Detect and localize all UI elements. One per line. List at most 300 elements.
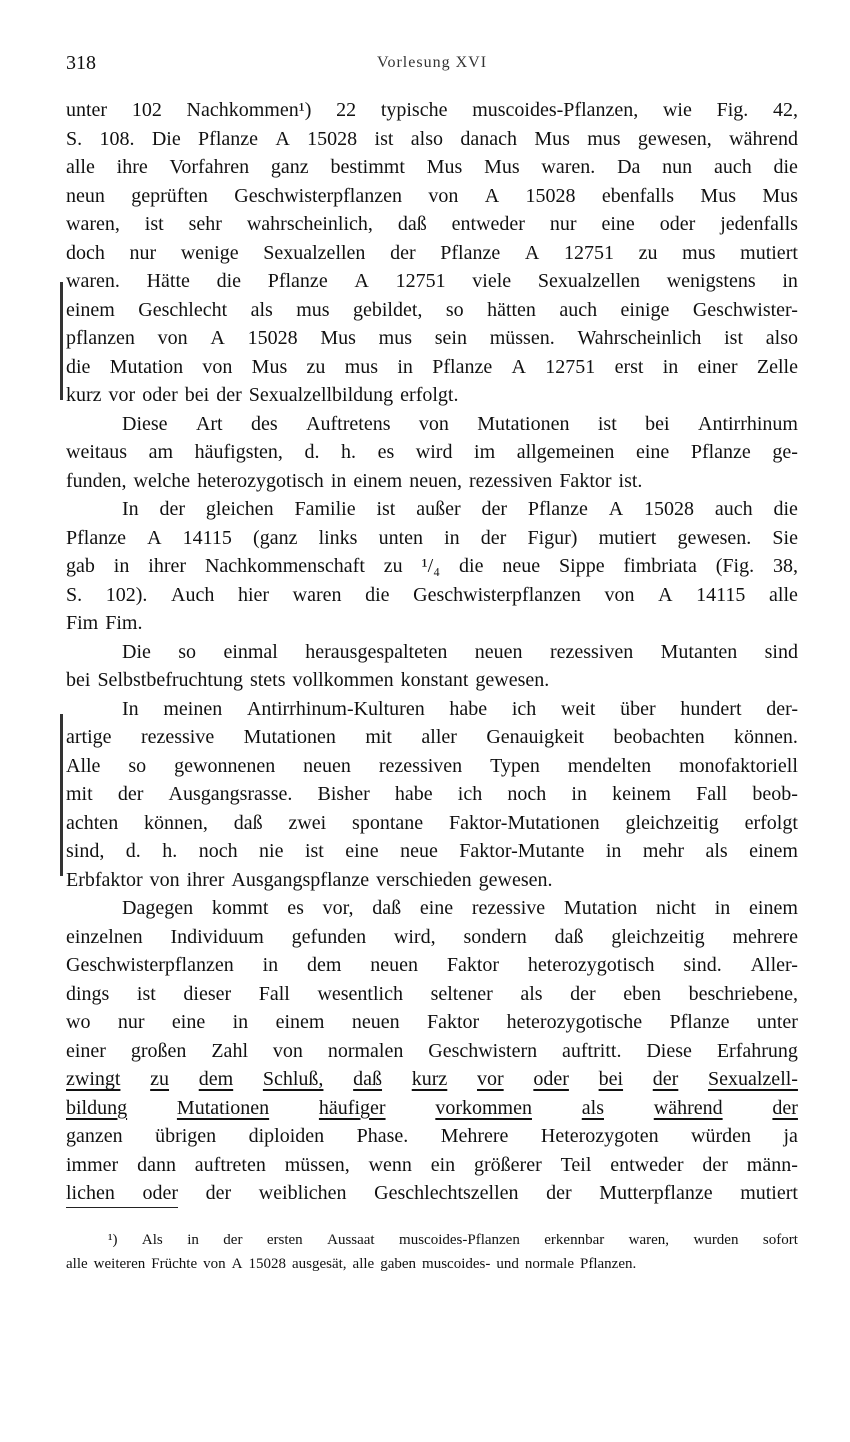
word: Bisher	[317, 783, 370, 805]
word: immer	[66, 1153, 119, 1176]
word: Mus	[762, 184, 798, 207]
word: nicht	[656, 897, 696, 919]
word: dings	[66, 982, 110, 1005]
word: gewesen.	[677, 526, 752, 549]
footnote-line	[66, 1252, 798, 1276]
word: männ-	[746, 1153, 798, 1176]
word: zu	[150, 1068, 170, 1090]
word: Phase.	[356, 1125, 409, 1147]
word: Fim	[66, 612, 99, 634]
word: wird	[415, 441, 453, 463]
word: gefunden	[291, 925, 367, 948]
word: konstant	[400, 669, 469, 691]
word: eben	[623, 982, 662, 1005]
word: habe	[394, 783, 433, 805]
word: Diese	[646, 1039, 692, 1062]
word: neue	[400, 840, 438, 862]
word: in	[232, 1011, 249, 1033]
word: wahrscheinlich,	[246, 213, 373, 235]
word: zu	[383, 555, 403, 577]
word: A	[275, 127, 290, 150]
word: Mutation	[563, 897, 638, 919]
word: waren.	[541, 156, 596, 178]
word: welche	[133, 469, 191, 492]
word: einem	[749, 897, 798, 919]
word: in	[444, 526, 460, 549]
word: der	[390, 241, 416, 264]
word: A	[608, 498, 624, 520]
word: Art	[195, 412, 223, 435]
word: Individuum	[170, 925, 264, 948]
word: die	[365, 583, 390, 606]
word: ihrer	[148, 555, 187, 577]
word: Sexualzellen	[263, 241, 366, 264]
word: Fim.	[105, 612, 143, 634]
word: außer	[416, 498, 461, 520]
word: dieser	[183, 982, 232, 1005]
word: jedenfalls	[720, 213, 798, 235]
word: Dagegen	[122, 897, 194, 919]
word: noch	[507, 783, 547, 805]
word: 12751	[545, 355, 596, 378]
text-line	[66, 923, 798, 952]
word: eine	[171, 1011, 206, 1033]
word: bei	[184, 384, 210, 406]
word: der	[546, 1182, 572, 1204]
word: erst	[614, 355, 644, 378]
word: mit	[365, 726, 392, 748]
word: neun	[66, 184, 105, 207]
word: normale	[524, 1256, 575, 1272]
text-line	[66, 666, 798, 695]
word: ihre	[116, 156, 148, 178]
word: Faktor-Mutante	[459, 840, 585, 862]
word: A	[231, 1256, 243, 1272]
word: Faktor	[426, 1011, 480, 1033]
word: wenigstens	[666, 270, 756, 292]
word: einer	[66, 1039, 106, 1062]
text-line	[66, 866, 798, 895]
word: eine	[345, 840, 379, 862]
word: ist	[376, 498, 396, 520]
word: eine	[601, 213, 635, 235]
word: wenn	[368, 1153, 412, 1176]
word: gleichen	[205, 498, 274, 520]
word: Geschwister-	[692, 298, 798, 321]
word: neuen	[474, 640, 523, 663]
word: Da	[617, 156, 641, 178]
word: ja	[783, 1125, 798, 1147]
word: weitaus	[66, 441, 128, 463]
word: oder	[533, 1068, 569, 1090]
word: neue	[502, 555, 541, 577]
word: Heterozygoten	[540, 1125, 659, 1147]
word: oder	[659, 213, 696, 235]
word: häufigsten,	[194, 441, 283, 463]
word: 102).	[105, 583, 148, 606]
word: zwei	[288, 811, 327, 834]
text-line	[66, 638, 798, 667]
word: und	[496, 1256, 519, 1272]
word: kurz	[411, 1068, 448, 1090]
word: in	[782, 270, 798, 292]
word: ich	[457, 783, 483, 805]
word: Mus	[700, 184, 736, 207]
word: der	[652, 1068, 679, 1090]
word: In	[122, 498, 139, 520]
word: Früchte	[151, 1256, 198, 1272]
word: die	[66, 355, 91, 378]
word: daß	[353, 1068, 383, 1090]
word: die	[216, 270, 242, 292]
text-line	[66, 980, 798, 1009]
word: Sexualzellbildung	[248, 384, 394, 406]
word: kurz	[66, 384, 102, 406]
word: Mus	[484, 156, 520, 178]
word: Pflanze	[669, 1011, 730, 1033]
word: mus	[378, 327, 412, 349]
word: würden	[691, 1125, 752, 1147]
word: Antirrhinum-Kulturen	[246, 697, 425, 720]
word: hundert	[680, 697, 742, 720]
word: Erfahrung	[716, 1039, 798, 1062]
word: hätten	[487, 298, 536, 321]
word: zwingt	[66, 1068, 121, 1090]
word: weiteren	[93, 1256, 146, 1272]
word: dem	[306, 954, 342, 976]
word: 15028	[525, 184, 576, 207]
text-line	[66, 438, 798, 467]
word: der	[570, 982, 596, 1005]
text-line	[66, 1094, 798, 1123]
word: während	[653, 1096, 723, 1119]
text-line	[66, 96, 798, 125]
word: auftreten	[194, 1153, 266, 1176]
word: Sippe	[559, 555, 605, 577]
word: 38,	[772, 555, 798, 577]
word: Geschlechtszellen	[374, 1182, 519, 1204]
word: Figur)	[527, 526, 578, 549]
word: gebildet,	[352, 298, 423, 321]
word: sind	[764, 640, 798, 663]
word: Antirrhinum	[698, 412, 798, 435]
word: typische	[380, 99, 448, 121]
word: entweder	[610, 1153, 684, 1176]
word: Pflanzen.	[580, 1256, 637, 1272]
word: normalen	[327, 1039, 404, 1062]
word: rezessiven	[378, 754, 463, 777]
word: als	[520, 982, 543, 1005]
text-line	[66, 695, 798, 724]
word: Auch	[171, 583, 215, 606]
word: mus	[296, 298, 330, 321]
word: ihrer	[186, 868, 225, 891]
word: Mus	[426, 156, 463, 178]
word: häufiger	[318, 1096, 386, 1119]
word: mehrere	[732, 925, 798, 948]
word: nur	[129, 241, 157, 264]
text-line	[66, 353, 798, 382]
word: mutiert	[740, 1182, 798, 1204]
text-line	[66, 524, 798, 553]
word: viele	[472, 270, 512, 292]
word: A	[658, 583, 673, 606]
word: von	[157, 327, 188, 349]
word: als	[705, 840, 728, 862]
word: A	[524, 241, 540, 264]
word: ist	[304, 840, 324, 862]
word: gleichzeitig	[625, 811, 719, 834]
margin-pencil-mark	[60, 714, 63, 876]
word: unten	[378, 526, 424, 549]
word: Die	[151, 127, 181, 150]
word: es	[377, 441, 395, 463]
word: sind.	[683, 954, 722, 976]
word: waren	[292, 583, 342, 606]
word: h.	[162, 840, 178, 862]
word: müssen.	[489, 327, 555, 349]
word: entweder	[451, 213, 525, 235]
word: der	[216, 384, 242, 406]
word: beobachten	[613, 726, 705, 748]
text-line	[66, 1122, 798, 1151]
word: ¹)	[108, 1232, 118, 1248]
word: Auftretens	[306, 412, 391, 435]
word: vorkommen	[435, 1096, 532, 1119]
word: rezessive	[140, 726, 215, 748]
word: danach	[460, 127, 517, 150]
word: sehr	[188, 213, 222, 235]
word: A	[210, 327, 225, 349]
word: am	[148, 441, 174, 463]
word: dann	[137, 1153, 176, 1176]
word: neuen	[370, 954, 419, 976]
footnote-line	[66, 1228, 798, 1252]
word: als	[250, 298, 273, 321]
word: Faktor	[559, 469, 612, 492]
word: mehr	[642, 840, 684, 862]
word: Geschwisterpflanzen	[413, 583, 581, 606]
word: Geschlecht	[138, 298, 228, 321]
word: Faktor-Mutationen	[448, 811, 600, 834]
word: mus	[587, 127, 621, 150]
word: herausgespalteten	[305, 640, 448, 663]
word: in	[571, 783, 587, 805]
word: einer	[697, 355, 738, 378]
word: 15028	[307, 127, 358, 150]
text-line	[66, 467, 798, 496]
word: Zahl	[211, 1039, 248, 1062]
word: in	[113, 555, 130, 577]
word: A	[511, 355, 526, 378]
word: daß	[554, 925, 584, 948]
word: 15028	[248, 1256, 286, 1272]
word: links	[318, 526, 358, 549]
word: (Fig.	[715, 555, 755, 577]
word: doch	[66, 241, 105, 264]
word: Geschwisterpflanzen	[66, 954, 234, 976]
word: Pflanze	[198, 127, 259, 150]
word: noch	[198, 840, 238, 862]
text-line	[66, 239, 798, 268]
word: einem	[749, 840, 798, 862]
word: Pflanze	[267, 270, 328, 292]
word: einzelnen	[66, 925, 143, 948]
word: S.	[66, 127, 83, 150]
word: auch	[714, 498, 753, 520]
word: Vorfahren	[169, 156, 250, 178]
word: achten	[66, 811, 119, 834]
word: neuen	[303, 754, 351, 777]
word: wird,	[393, 925, 436, 948]
word: die	[773, 156, 798, 178]
word: stets	[249, 669, 286, 691]
word: rezessive	[471, 897, 546, 919]
word: 102	[131, 99, 162, 121]
word: größerer	[474, 1153, 542, 1176]
word: von	[604, 583, 635, 606]
word: bei	[66, 669, 91, 691]
word: hier	[237, 583, 270, 606]
running-head: Vorlesung XVI	[376, 54, 488, 71]
word: sein	[434, 327, 467, 349]
text-line	[66, 723, 798, 752]
word: rezessiven	[469, 469, 553, 492]
word: einem	[66, 298, 115, 321]
word: beob-	[752, 783, 798, 805]
text-line	[66, 210, 798, 239]
word: Mutterpflanze	[599, 1182, 713, 1204]
word: Aller-	[750, 954, 798, 976]
word: Pflanze	[440, 241, 501, 264]
word: Die	[122, 640, 151, 663]
word: Pflanze	[432, 355, 493, 378]
text-line	[66, 780, 798, 809]
word: weiblichen	[258, 1182, 347, 1204]
word: wie	[662, 99, 692, 121]
word: es	[287, 897, 304, 919]
word: der	[205, 1182, 232, 1204]
word: ein	[430, 1153, 456, 1176]
word: die	[773, 498, 798, 520]
word: eine	[635, 441, 670, 463]
word: sind,	[66, 840, 105, 862]
word: seltener	[430, 982, 493, 1005]
word: habe	[449, 697, 488, 720]
word: mus	[682, 241, 716, 264]
word: kommt	[211, 897, 269, 919]
text-line	[66, 324, 798, 353]
word: In	[122, 697, 139, 720]
word: Fall	[696, 783, 728, 805]
word: Selbstbefruchtung	[97, 669, 243, 691]
word: so	[445, 298, 464, 321]
word: alle	[66, 1256, 88, 1272]
main-text	[66, 96, 798, 1208]
word: Mutanten	[660, 640, 738, 663]
word: von	[418, 412, 449, 435]
word: bei	[645, 412, 670, 435]
text-line	[66, 1008, 798, 1037]
margin-pencil-mark	[60, 282, 63, 400]
word: während	[729, 127, 798, 150]
word: ich	[511, 697, 537, 720]
word: bildung	[66, 1096, 128, 1119]
word: d.	[125, 840, 141, 862]
word: von	[203, 1256, 226, 1272]
word: Ausgangsrasse.	[168, 783, 293, 805]
word: allgemeinen	[516, 441, 615, 463]
word: Aussaat	[327, 1232, 375, 1248]
word: gab	[66, 555, 95, 577]
footnotes	[66, 1228, 798, 1276]
word: können.	[734, 726, 798, 748]
word: Geschwisterpflanzen	[234, 184, 402, 207]
word: Typen	[490, 754, 540, 777]
word: beschriebene,	[688, 982, 798, 1005]
word: Fig.	[716, 99, 749, 121]
word: 12751	[563, 241, 614, 264]
word: 42,	[773, 99, 798, 121]
text-line	[66, 182, 798, 211]
text-line	[66, 267, 798, 296]
word: Pflanze	[527, 498, 588, 520]
text-line	[66, 495, 798, 524]
word: 15028	[247, 327, 298, 349]
word: ganzen	[66, 1125, 123, 1147]
word: keinem	[612, 783, 671, 805]
word: oder	[142, 384, 178, 406]
word: müssen,	[284, 1153, 350, 1176]
word: wo	[66, 1011, 91, 1033]
word: waren,	[628, 1232, 670, 1248]
word: Fall	[258, 982, 290, 1005]
word: also	[765, 327, 798, 349]
word: von	[202, 355, 233, 378]
word: Teil	[560, 1153, 592, 1176]
footnote-rule	[66, 1207, 178, 1208]
word: Mutation	[109, 355, 184, 378]
page-number: 318	[66, 52, 96, 74]
word: Hätte	[146, 270, 190, 292]
word: Mutationen	[176, 1096, 270, 1119]
word: einem	[275, 1011, 325, 1033]
word: neuen	[351, 1011, 400, 1033]
word: der	[117, 783, 144, 805]
word: eine	[419, 897, 454, 919]
word: auftritt.	[562, 1039, 622, 1062]
page-header	[66, 52, 798, 80]
word: in	[330, 469, 347, 492]
word: der	[159, 498, 186, 520]
word: Sexualzell-	[708, 1068, 798, 1090]
word: mutiert	[740, 241, 798, 264]
word: wenige	[180, 241, 239, 264]
word: auch	[559, 298, 598, 321]
word: diploiden	[248, 1125, 325, 1147]
word: spontane	[352, 811, 424, 834]
text-line	[66, 381, 798, 410]
word: großen	[130, 1039, 187, 1062]
word: heterozygotisch	[527, 954, 655, 976]
word: rezessiven	[549, 640, 634, 663]
word: Sie	[772, 526, 798, 549]
word: der	[223, 1232, 243, 1248]
word: 108.	[99, 127, 135, 150]
text-line	[66, 296, 798, 325]
word: zu	[306, 355, 326, 378]
word: ganz	[270, 156, 309, 178]
